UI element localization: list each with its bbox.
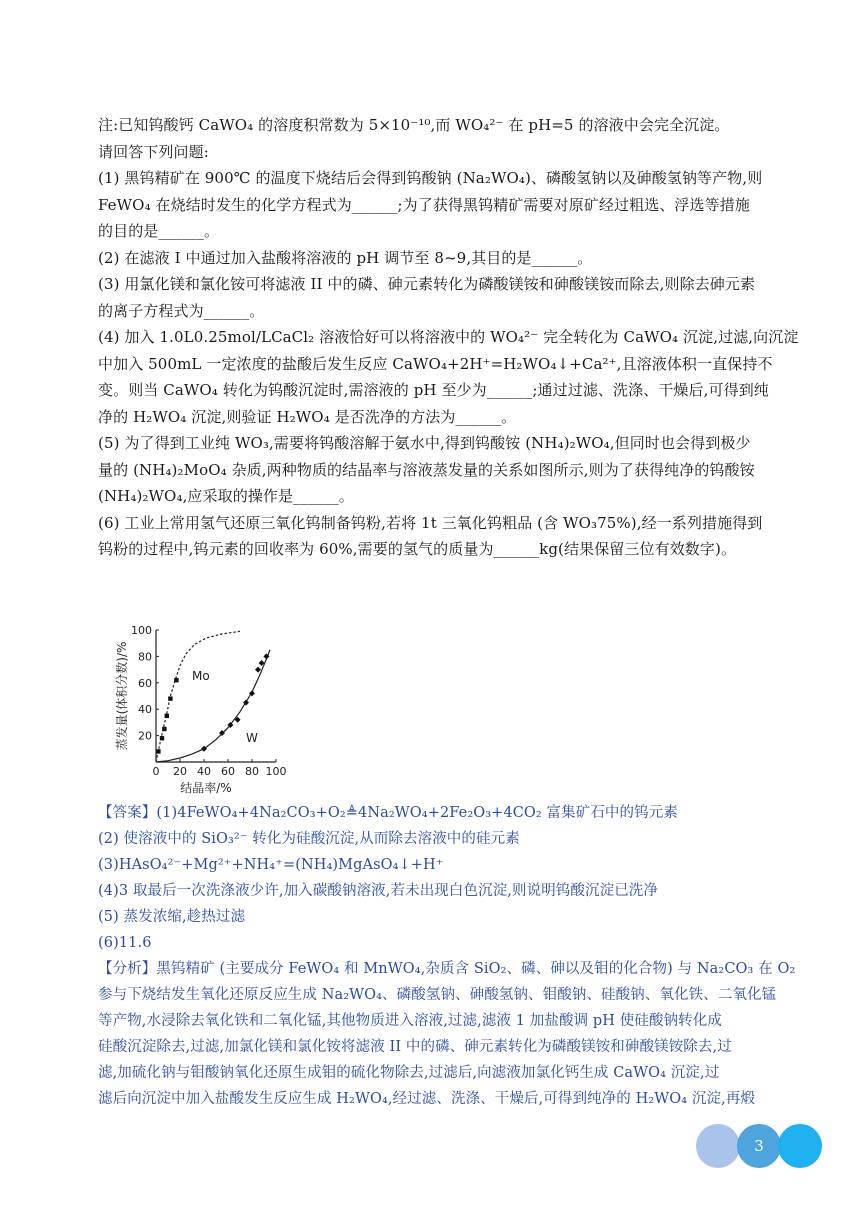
problem-line: (3) 用氯化镁和氯化铵可将滤液 II 中的磷、砷元素转化为磷酸镁铵和砷酸镁铵而除去,则除去砷元素 xyxy=(98,275,756,293)
problem-line: 的目的是______。 xyxy=(98,222,220,240)
problem-text xyxy=(98,112,798,563)
x-axis-label: 结晶率/% xyxy=(180,781,232,795)
badge-circle-left xyxy=(696,1124,740,1168)
problem-line: (4) 加入 1.0L0.25mol/LCaCl₂ 溶液恰好可以将溶液中的 WO₄²⁻ 完全转化为 CaWO₄ 沉淀,过滤,向沉淀 xyxy=(98,328,799,346)
y-tick-label: 80 xyxy=(138,650,152,664)
x-tick-label: 60 xyxy=(221,765,235,778)
page-number-badge xyxy=(696,1124,822,1168)
problem-line: (2) 在滤液 I 中通过加入盐酸将溶液的 pH 调节至 8~9,其目的是______。 xyxy=(98,248,593,267)
answer-section xyxy=(98,800,818,1112)
answer-line: 滤后向沉淀中加入盐酸发生反应生成 H₂WO₄,经过滤、洗涤、干燥后,可得到纯净的 H₂WO₄ 沉淀,再煅 xyxy=(98,1091,755,1107)
series-label-mo: Mo xyxy=(192,669,210,684)
x-tick-label: 0 xyxy=(152,765,160,778)
x-tick-label: 80 xyxy=(245,765,259,778)
mo-data-point xyxy=(162,727,166,731)
problem-line: (1) 黑钨精矿在 900℃ 的温度下烧结后会得到钨酸钠 (Na₂WO₄)、磷酸氢钠以及砷酸氢钠等产物,则 xyxy=(98,169,763,187)
page-number: 3 xyxy=(754,1137,764,1155)
badge-circle-right xyxy=(778,1124,822,1168)
series-label-w: W xyxy=(246,731,258,746)
y-tick-label: 40 xyxy=(138,703,152,717)
problem-line: 请回答下列问题: xyxy=(98,142,209,161)
mo-data-point xyxy=(174,678,178,682)
answer-line: 【分析】黑钨精矿 (主要成分 FeWO₄ 和 MnWO₄,杂质含 SiO₂、磷、砷以及钼的化合物) 与 Na₂CO₃ 在 O₂ xyxy=(98,961,796,977)
answer-line: 参与下烧结发生氧化还原反应生成 Na₂WO₄、磷酸氢钠、砷酸氢钠、钼酸钠、硅酸钠、氧化铁、二氧化锰 xyxy=(98,987,777,1003)
chart-svg xyxy=(98,620,298,800)
problem-line: 量的 (NH₄)₂MoO₄ 杂质,两种物质的结晶率与溶液蒸发量的关系如图所示,则为了获得纯净的钨酸铵 xyxy=(98,460,755,479)
answer-line: 等产物,水浸除去氧化铁和二氧化锰,其他物质进入溶液,过滤,滤液 1 加盐酸调 pH 使硅酸钠转化成 xyxy=(98,1013,722,1029)
w-data-point xyxy=(255,667,261,673)
answer-line: 硅酸沉淀除去,过滤,加氯化镁和氯化铵将滤液 II 中的磷、砷元素转化为磷酸镁铵和砷酸镁铵除去,过 xyxy=(98,1039,732,1055)
y-tick-label: 60 xyxy=(138,676,152,690)
answer-line: (3)HAsO₄²⁻+Mg²⁺+NH₄⁺=(NH₄)MgAsO₄↓+H⁺ xyxy=(98,857,444,873)
problem-line: 钨粉的过程中,钨元素的回收率为 60%,需要的氢气的质量为______kg(结果保留三位有效数字)。 xyxy=(98,540,737,558)
mo-data-point xyxy=(160,736,164,740)
answer-line: 【答案】(1)4FeWO₄+4Na₂CO₃+O₂≜4Na₂WO₄+2Fe₂O₃+4CO₂ 富集矿石中的钨元素 xyxy=(98,805,678,821)
answer-line: (4)3 取最后一次洗涤液少许,加入碳酸钠溶液,若未出现白色沉淀,则说明钨酸沉淀已洗净 xyxy=(98,883,658,899)
mo-data-point xyxy=(156,749,160,753)
answer-line: (2) 使溶液中的 SiO₃²⁻ 转化为硅酸沉淀,从而除去溶液中的硅元素 xyxy=(98,831,520,847)
problem-line: 净的 H₂WO₄ 沉淀,则验证 H₂WO₄ 是否洗净的方法为______。 xyxy=(98,407,517,426)
problem-line: (6) 工业上常用氢气还原三氧化钨制备钨粉,若将 1t 三氧化钨粗品 (含 WO₃75%),经一系列措施得到 xyxy=(98,513,763,532)
x-tick-label: 40 xyxy=(197,765,211,778)
problem-line: (5) 为了得到工业纯 WO₃,需要将钨酸溶解于氨水中,得到钨酸铵 (NH₄)₂WO₄,但同时也会得到极少 xyxy=(98,434,751,452)
mo-data-point xyxy=(165,714,169,718)
problem-line: 中加入 500mL 一定浓度的盐酸后发生反应 CaWO₄+2H⁺=H₂WO₄↓+Ca²⁺,且溶液体积一直保持不 xyxy=(98,354,773,373)
problem-line: 变。则当 CaWO₄ 转化为钨酸沉淀时,需溶液的 pH 至少为______;通过过滤、洗涤、干燥后,可得到纯 xyxy=(98,381,769,399)
answer-line: (5) 蒸发浓缩,趁热过滤 xyxy=(98,909,246,925)
x-tick-label: 20 xyxy=(173,765,187,778)
x-tick-label: 100 xyxy=(265,765,287,778)
y-axis-label: 蒸发量(体积分数)/% xyxy=(115,641,129,751)
problem-line: FeWO₄ 在烧结时发生的化学方程式为______;为了获得黑钨精矿需要对原矿经过粗选、浮选等措施 xyxy=(98,195,750,214)
y-tick-label: 20 xyxy=(138,729,152,743)
answer-line: (6)11.6 xyxy=(98,935,152,951)
problem-line: 的离子方程式为______。 xyxy=(98,301,265,320)
problem-line: (NH₄)₂WO₄,应采取的操作是______。 xyxy=(98,487,354,505)
crystallization-chart xyxy=(98,620,298,800)
problem-line: 注:已知钨酸钙 CaWO₄ 的溶度积常数为 5×10⁻¹⁰,而 WO₄²⁻ 在 pH=5 的溶液中会完全沉淀。 xyxy=(98,116,730,134)
mo-data-point xyxy=(168,696,172,700)
answer-line: 滤,加硫化钠与钼酸钠氧化还原生成钼的硫化物除去,过滤后,向滤液加氯化钙生成 CaWO₄ 沉淀,过 xyxy=(98,1065,720,1081)
y-tick-label: 100 xyxy=(131,624,152,637)
